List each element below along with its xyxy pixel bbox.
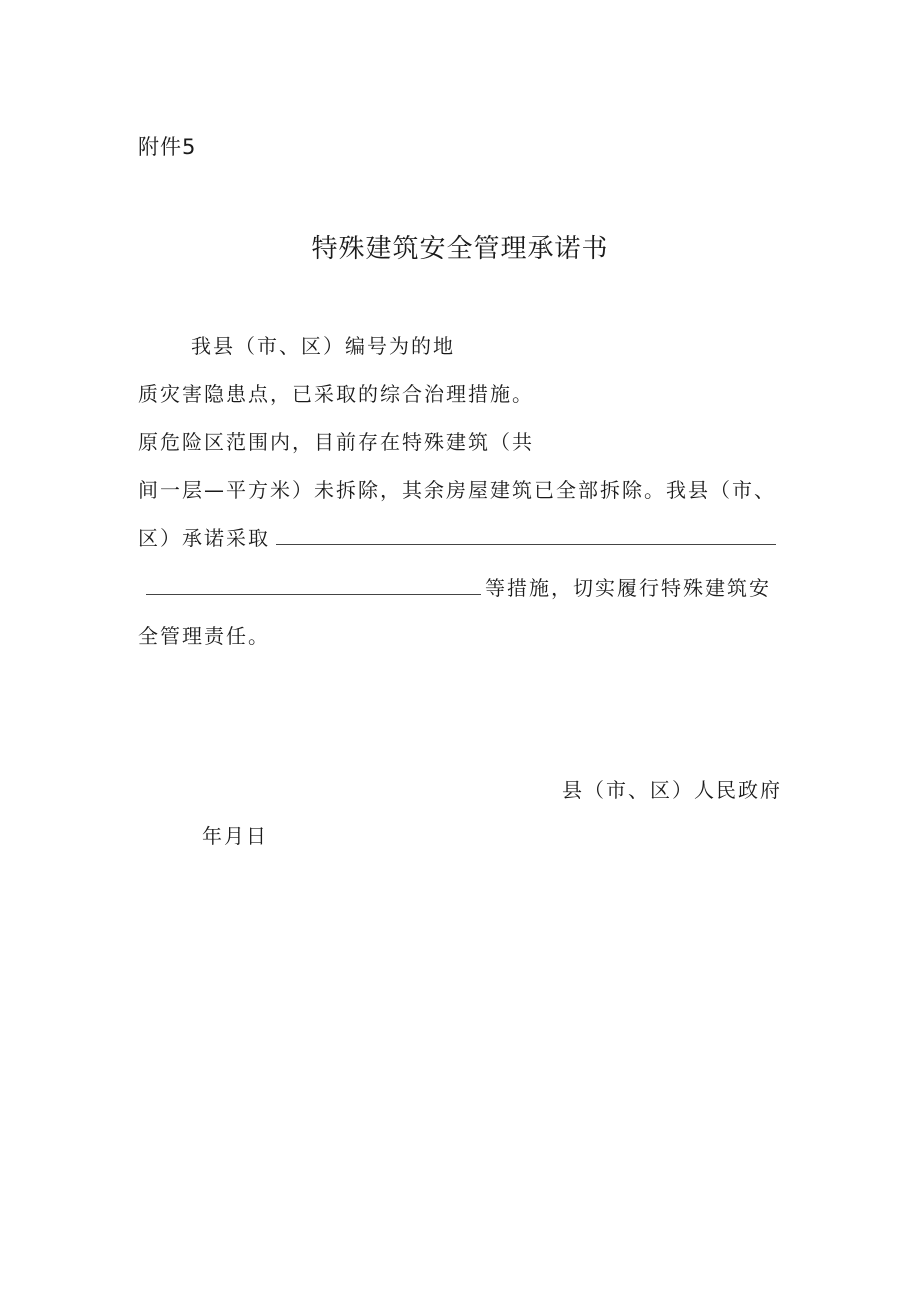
body-line-6-text: 等措施，切实履行特殊建筑安	[485, 576, 771, 600]
body-line-7: 全管理责任。	[138, 624, 270, 648]
attachment-label: 附件5	[138, 135, 197, 159]
body-line-6	[146, 572, 771, 601]
date-line: 年月日	[202, 824, 268, 848]
measures-blank-2	[146, 576, 481, 595]
body-line-2: 质灾害隐患点，已采取的综合治理措施。	[138, 382, 534, 406]
signatory: 县（市、区）人民政府	[562, 778, 782, 802]
body-line-3: 原危险区范围内，目前存在特殊建筑（共	[138, 430, 534, 454]
body-line-5-text: 区）承诺采取	[138, 526, 270, 550]
body-line-4: 间一层—平方米）未拆除，其余房屋建筑已全部拆除。我县（市、	[138, 478, 776, 502]
body-line-5	[138, 522, 776, 551]
body-line-1: 我县（市、区）编号为的地	[191, 334, 455, 358]
document-title: 特殊建筑安全管理承诺书	[311, 234, 609, 264]
measures-blank-1	[276, 526, 776, 545]
